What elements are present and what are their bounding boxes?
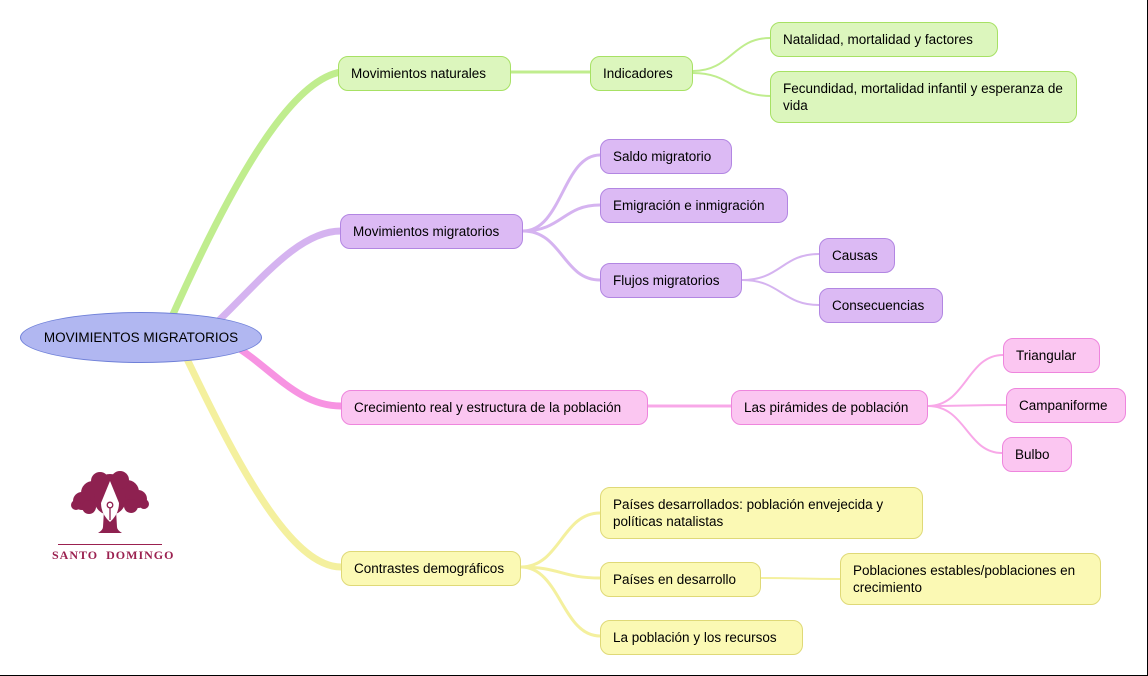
node-paises-desarrollados[interactable]: Países desarrollados: población envejecida y políticas natalistas — [600, 487, 923, 539]
node-root-movimientos-migratorios[interactable]: MOVIMIENTOS MIGRATORIOS — [20, 312, 262, 363]
edge-piramides-bulbo — [928, 406, 1002, 453]
tree-pen-icon — [58, 470, 162, 536]
node-saldo-migratorio[interactable]: Saldo migratorio — [600, 139, 732, 174]
logo-divider — [58, 544, 162, 545]
edge-desarrollo-poblaciones — [761, 578, 840, 579]
node-consecuencias[interactable]: Consecuencias — [819, 288, 943, 323]
edge-indicadores-fecundidad — [693, 73, 771, 96]
edge-piramides-campaniforme — [928, 405, 1006, 406]
logo-text: SANTO DOMINGO — [52, 548, 175, 562]
node-emigracion-inmigracion[interactable]: Emigración e inmigración — [600, 188, 788, 223]
node-campaniforme[interactable]: Campaniforme — [1006, 388, 1126, 423]
edge-root-migratorios — [210, 231, 341, 329]
edge-piramides-triangular — [928, 355, 1003, 406]
node-natalidad-mortalidad-factores[interactable]: Natalidad, mortalidad y factores — [770, 22, 998, 57]
node-contrastes-demograficos[interactable]: Contrastes demográficos — [341, 551, 521, 586]
node-triangular[interactable]: Triangular — [1003, 338, 1100, 373]
node-flujos-migratorios[interactable]: Flujos migratorios — [600, 263, 742, 298]
node-poblacion-recursos[interactable]: La población y los recursos — [600, 620, 803, 655]
node-fecundidad-mortalidad-infantil[interactable]: Fecundidad, mortalidad infantil y esperanza de vida — [770, 71, 1077, 123]
edge-indicadores-natalidad — [693, 38, 770, 71]
node-poblaciones-estables[interactable]: Poblaciones estables/poblaciones en crecimiento — [840, 553, 1101, 605]
santo-domingo-logo — [52, 470, 175, 563]
edge-contrastes-desarrollados — [521, 513, 600, 567]
node-bulbo[interactable]: Bulbo — [1002, 437, 1072, 472]
edge-flujos-causas — [742, 254, 819, 280]
node-paises-en-desarrollo[interactable]: Países en desarrollo — [600, 562, 761, 597]
edge-root-crecimiento — [232, 344, 341, 406]
edge-migratorios-flujos — [523, 231, 600, 280]
edge-root-contrastes — [187, 359, 341, 567]
node-piramides-poblacion[interactable]: Las pirámides de población — [731, 390, 928, 425]
node-crecimiento-real-estructura[interactable]: Crecimiento real y estructura de la población — [341, 390, 648, 425]
node-causas[interactable]: Causas — [819, 238, 895, 273]
edge-flujos-consecuencias — [742, 280, 819, 305]
node-indicadores[interactable]: Indicadores — [590, 56, 693, 91]
node-movimientos-migratorios[interactable]: Movimientos migratorios — [340, 214, 523, 249]
node-movimientos-naturales[interactable]: Movimientos naturales — [338, 56, 511, 91]
